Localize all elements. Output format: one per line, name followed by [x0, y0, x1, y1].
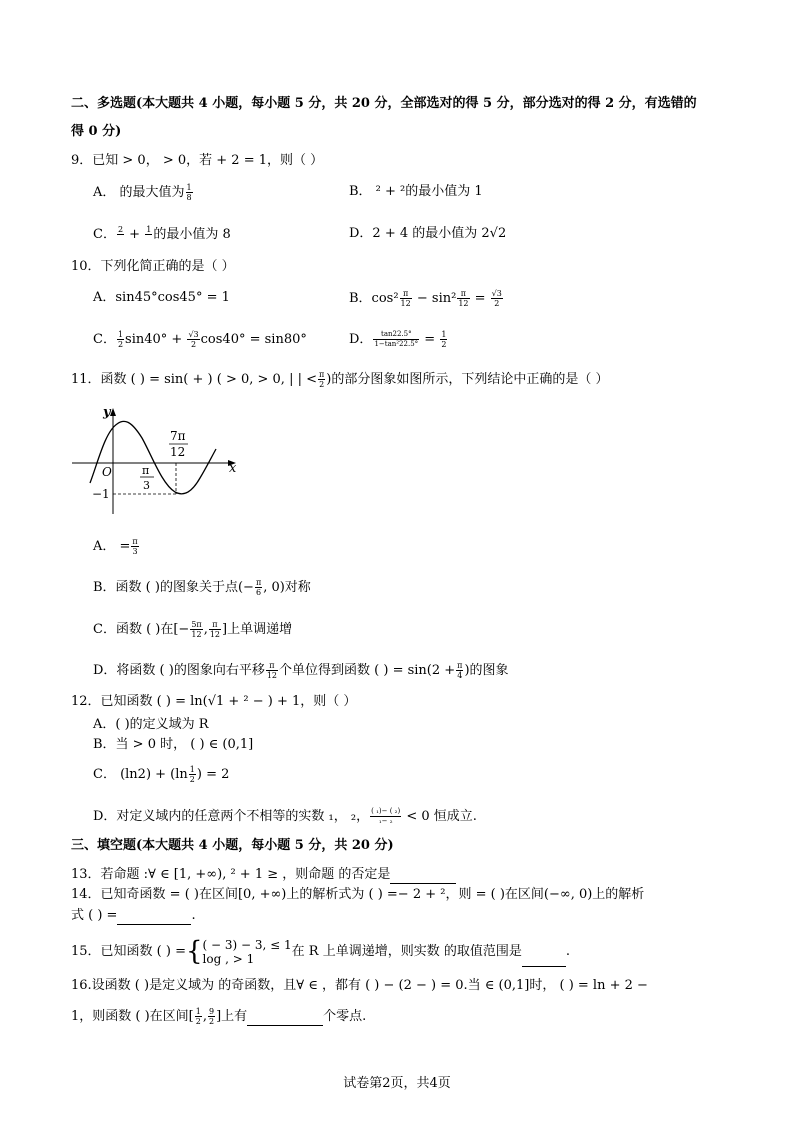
q15-text: 15．已知函数 ( ) ={ ( − 3) − 3, ≤ 1 log , > 1 在 R 上单调递增，则实数 的取值范围是 . [71, 936, 570, 967]
q16-line1: 16.设函数 ( )是定义域为 的奇函数，且∀ ∈ ，都有 ( ) − (2 − ) = 0.当 ∈ (0,1]时， ( ) = ln + 2 − [71, 978, 648, 993]
q10-option-c: C． $\frac{1}{2}$ sin40° + $\frac{√3}{2}$ cos40° = sin80° [93, 330, 307, 349]
q12-option-d: D．对定义域内的任意两个不相等的实数 ₁， ₂， $\frac{\text{( ₁)− ( ₂)}}{\text{₁− ₂}}$ < 0 恒成立. [93, 807, 477, 825]
q14-line1: 14．已知奇函数 = ( )在区间[0, +∞)上的解析式为 ( ) =− 2 + ²，则 = ( )在区间(−∞, 0)上的解析 [71, 887, 645, 902]
q11-graph [70, 400, 250, 520]
q13-text: 13．若命题 :∀ ∈ [1, +∞), ² + 1 ≥ ，则命题 的否定是 [71, 866, 456, 884]
x-tick1-num: π [142, 464, 150, 477]
q12-option-b: B．当 > 0 时， ( ) ∈ (0,1] [93, 737, 254, 752]
q11-option-c: C．函数 ( )在[− $\frac{5\pi}{12}$ , $\frac{\pi}{12}$ ]上单调递增 [93, 620, 293, 639]
q10-option-a: A．sin45°cos45° = 1 [93, 290, 230, 305]
q12-stem: 12．已知函数 ( ) = ln(√1 + ² − ) + 1，则（ ） [71, 694, 357, 709]
q11-option-d: D．将函数 ( )的图象向右平移 $\frac{\pi}{12}$ 个单位得到函数 ( ) = sin(2 + $\frac{\pi}{4}$ )的图象 [93, 661, 509, 680]
y-axis-label: y [103, 405, 111, 420]
x-tick2-den: 12 [170, 445, 186, 459]
q14-answer-blank[interactable] [117, 910, 191, 925]
q9-option-a: A． 的最大值为 $\frac{1}{8}$ [93, 183, 192, 202]
q11-stem: 11．函数 ( ) = sin( + ) ( > 0, > 0, | | < $\frac{\pi}{2}$ )的部分图象如图所示，下列结论中正确的是（ ） [71, 370, 609, 389]
section3-title: 三、填空题(本大题共 4 小题，每小题 5 分，共 20 分) [71, 838, 394, 853]
section2-title-line2: 得 0 分) [71, 124, 122, 139]
section2-title-line1: 二、多选题(本大题共 4 小题，每小题 5 分，共 20 分，全部选对的得 5 分，部分选对的得 2 分，有选错的 [71, 96, 697, 111]
x-tick1-den: 3 [143, 479, 150, 492]
q9-stem: 9．已知 > 0， > 0，若 + 2 = 1，则（ ） [71, 153, 324, 168]
q10-stem: 10．下列化简正确的是（ ） [71, 259, 235, 274]
q12-option-c: C． (ln2) + (ln $\frac{1}{2}$ ) = 2 [93, 765, 230, 784]
q9-a-fraction: $\frac{1}{8}$ [186, 183, 192, 202]
x-axis-label: x [229, 461, 237, 476]
q12-option-a: A．( )的定义域为 R [93, 717, 209, 732]
page-footer: 试卷第2页，共4页 [343, 1076, 451, 1091]
q15-answer-blank[interactable] [522, 952, 566, 967]
q11-option-a: A． = $\frac{\pi}{3}$ [93, 537, 138, 556]
q10-option-d: D． $\frac{\tan 22.5^\circ}{\text{1−tan²22.5°}}$ = $\frac{1}{2}$ [349, 330, 447, 349]
q10-option-b: B．cos² $\frac{\pi}{12}$ − sin² $\frac{\pi}{12}$ = $\frac{√3}{2}$ [349, 289, 502, 308]
q16-answer-blank[interactable] [247, 1011, 323, 1026]
y-tick-label: −1 [92, 487, 110, 501]
y-axis-arrow [110, 408, 116, 416]
q9-option-b: B． ² + ²的最小值为 1 [349, 184, 483, 199]
x-tick2-num: 7π [170, 429, 186, 443]
origin-label: O [102, 465, 112, 479]
sine-curve [90, 421, 216, 494]
q14-line2: 式 ( ) = . [71, 908, 196, 923]
q9-option-c: C． 2 + 1 的最小值为 8 [93, 225, 231, 242]
q15-piecewise: ( − 3) − 3, ≤ 1 log , > 1 [202, 937, 292, 966]
q16-line2: 1，则函数 ( )在区间[ $\frac{1}{2}$ , $\frac{9}{2}$ ]上有 个零点. [71, 1007, 367, 1026]
q9-option-d: D．2 + 4 的最小值为 2√2 [349, 226, 507, 241]
q13-answer-blank[interactable] [390, 869, 456, 884]
q11-option-b: B．函数 ( )的图象关于点(− $\frac{\pi}{6}$ , 0)对称 [93, 578, 311, 597]
